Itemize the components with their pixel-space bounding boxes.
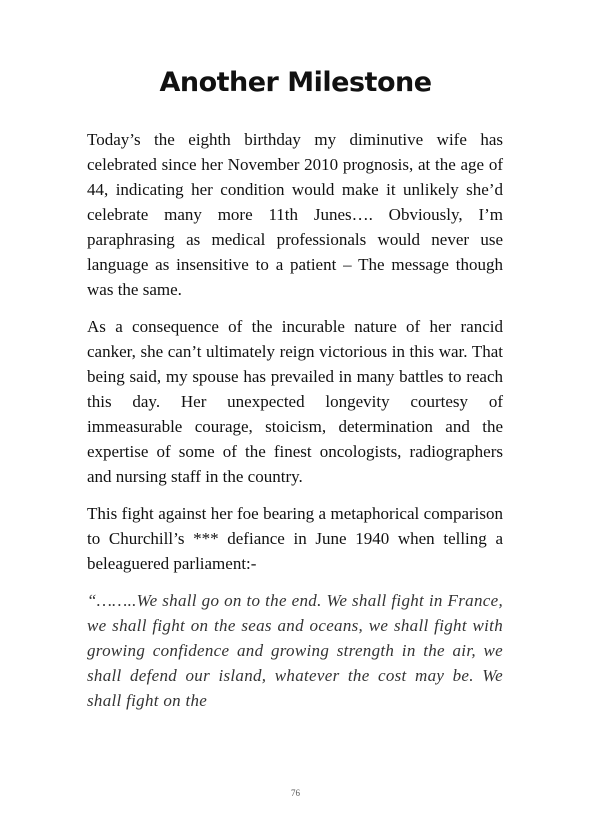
- body-text: [87, 127, 503, 725]
- paragraph-1: Today’s the eighth birthday my diminutive wife has celebrated since her November 2010 prognosis, at the age of 44, indicating her condition would make it unlikely she’d celebrate many more 11th Junes…. Obviously, I’m paraphrasing as medical professionals would never use language as insensitive to a patient – The message though was the same.: [87, 130, 503, 299]
- chapter-title: Another Milestone: [159, 67, 432, 98]
- churchill-quote: “……..We shall go on to the end. We shall fight in France, we shall fight on the seas and oceans, we shall fight with growing confidence and growing strength in the air, we shall defend our island, whatever the cost may be. We shall fight on the: [87, 591, 503, 710]
- paragraph-3: This fight against her foe bearing a metaphorical comparison to Churchill’s *** defiance in June 1940 when telling a beleaguered parliament:-: [87, 504, 503, 573]
- page-number: 76: [291, 788, 300, 798]
- paragraph-2: As a consequence of the incurable nature of her rancid canker, she can’t ultimately reign victorious in this war. That being said, my spouse has prevailed in many battles to reach this day. Her unexpected longevity courtesy of immeasurable courage, stoicism, determination and the expertise of some of the finest oncologists, radiographers and nursing staff in the country.: [87, 317, 503, 486]
